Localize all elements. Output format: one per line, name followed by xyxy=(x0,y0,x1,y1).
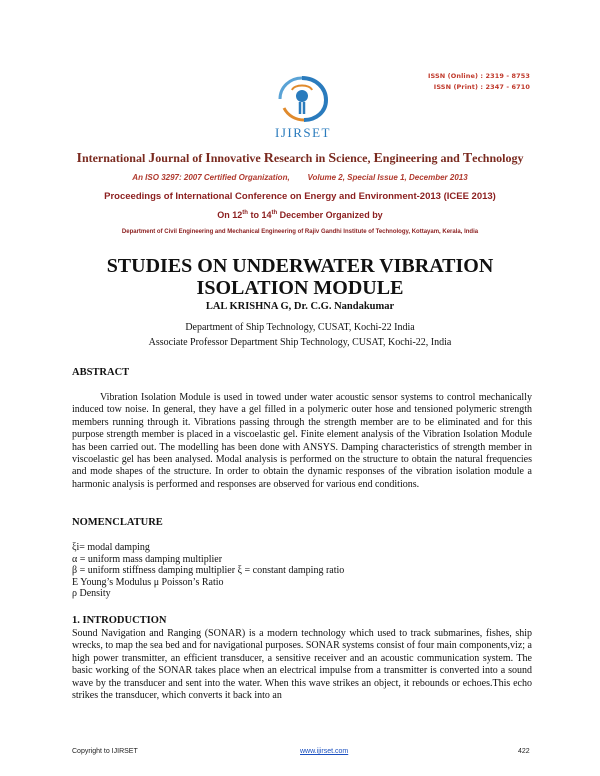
page-number: 422 xyxy=(518,748,530,755)
nomenclature-item: α = uniform mass damping multiplier xyxy=(72,553,223,565)
issn-online: ISSN (Online) : 2319 - 8753 xyxy=(427,72,530,80)
nomenclature-list xyxy=(72,542,344,600)
iso-line: An ISO 3297: 2007 Certified Organization, Volume 2, Special Issue 1, December 2013 xyxy=(132,173,468,182)
nomenclature-item: E Young’s Modulus μ Poisson’s Ratio xyxy=(72,576,224,588)
nomenclature-heading: NOMENCLATURE xyxy=(72,517,163,528)
nomenclature-item: ξi= modal damping xyxy=(72,542,150,553)
abstract-body: Vibration Isolation Module is used in towed under water acoustic sensor systems to control mechanically induced tow noise. In general, they have a gel filled in a polymeric outer hose and tensioned polymeric strength members running through it. Vibrations passing through the strength member are to be eliminated and for this purpose strength member is placed in a viscoelastic gel. Finite element analysis of the Vibration Isolation Module has been carried out. The modelling has been done with ANSYS. Damping characteristics of strength member in viscoelastic gel has been analysed. Modal analysis is performed on the structure to obtain the natural frequencies and mode shapes of the structure. In order to obtain the dynamic responses of the vibration isolation module a harmonic analysis is performed and responses are observed for various end conditions. xyxy=(72,392,532,490)
footer-website-link[interactable]: www.ijirset.com xyxy=(300,748,349,755)
journal-name: International Journal of Innovative Research in Science, Engineering and Technology xyxy=(76,151,524,166)
abstract-heading: ABSTRACT xyxy=(72,367,130,378)
footer-copyright: Copyright to IJIRSET xyxy=(72,748,138,755)
paper-title: STUDIES ON UNDERWATER VIBRATION ISOLATION MODULE xyxy=(106,255,494,299)
affiliation-2: Associate Professor Department Ship Technology, CUSAT, Kochi-22, India xyxy=(148,337,452,348)
introduction-body: Sound Navigation and Ranging (SONAR) is a modern technology which used to track submarines, fishes, ship wrecks, to map the sea bed and for navigational purposes. SONAR systems consist of four main components,viz; a high power transmitter, an efficient transducer, a sensitive receiver and an acoustic communication system. The basic working of the SONAR takes place when an electrical impulse from a transmitter is converted into a sound wave by the transducer and sent into the water. When this wave strikes an object, it rebounds or echoes.This echo strikes the transducer, which converts it back into an xyxy=(72,628,532,702)
conference-dates: On 12th to 14th December Organized by xyxy=(217,210,383,220)
journal-logo xyxy=(270,72,334,130)
introduction-heading: 1. INTRODUCTION xyxy=(72,615,167,626)
nomenclature-item: ρ Density xyxy=(72,588,111,600)
nomenclature-item: β = uniform stiffness damping multiplier ξ = constant damping ratio xyxy=(72,565,345,577)
organizing-department: Department of Civil Engineering and Mechanical Engineering of Rajiv Gandhi Institute of Technology, Kottayam, Kerala, India xyxy=(121,229,479,235)
conference-proceedings: Proceedings of International Conference on Energy and Environment-2013 (ICEE 2013) xyxy=(104,191,496,202)
logo-text: IJIRSET xyxy=(275,125,331,140)
affiliation-1: Department of Ship Technology, CUSAT, Kochi-22 India xyxy=(185,322,415,333)
issn-print: ISSN (Print) : 2347 - 6710 xyxy=(433,83,530,91)
logo-swirl-icon xyxy=(270,72,334,130)
authors: LAL KRISHNA G, Dr. C.G. Nandakumar xyxy=(205,301,395,312)
